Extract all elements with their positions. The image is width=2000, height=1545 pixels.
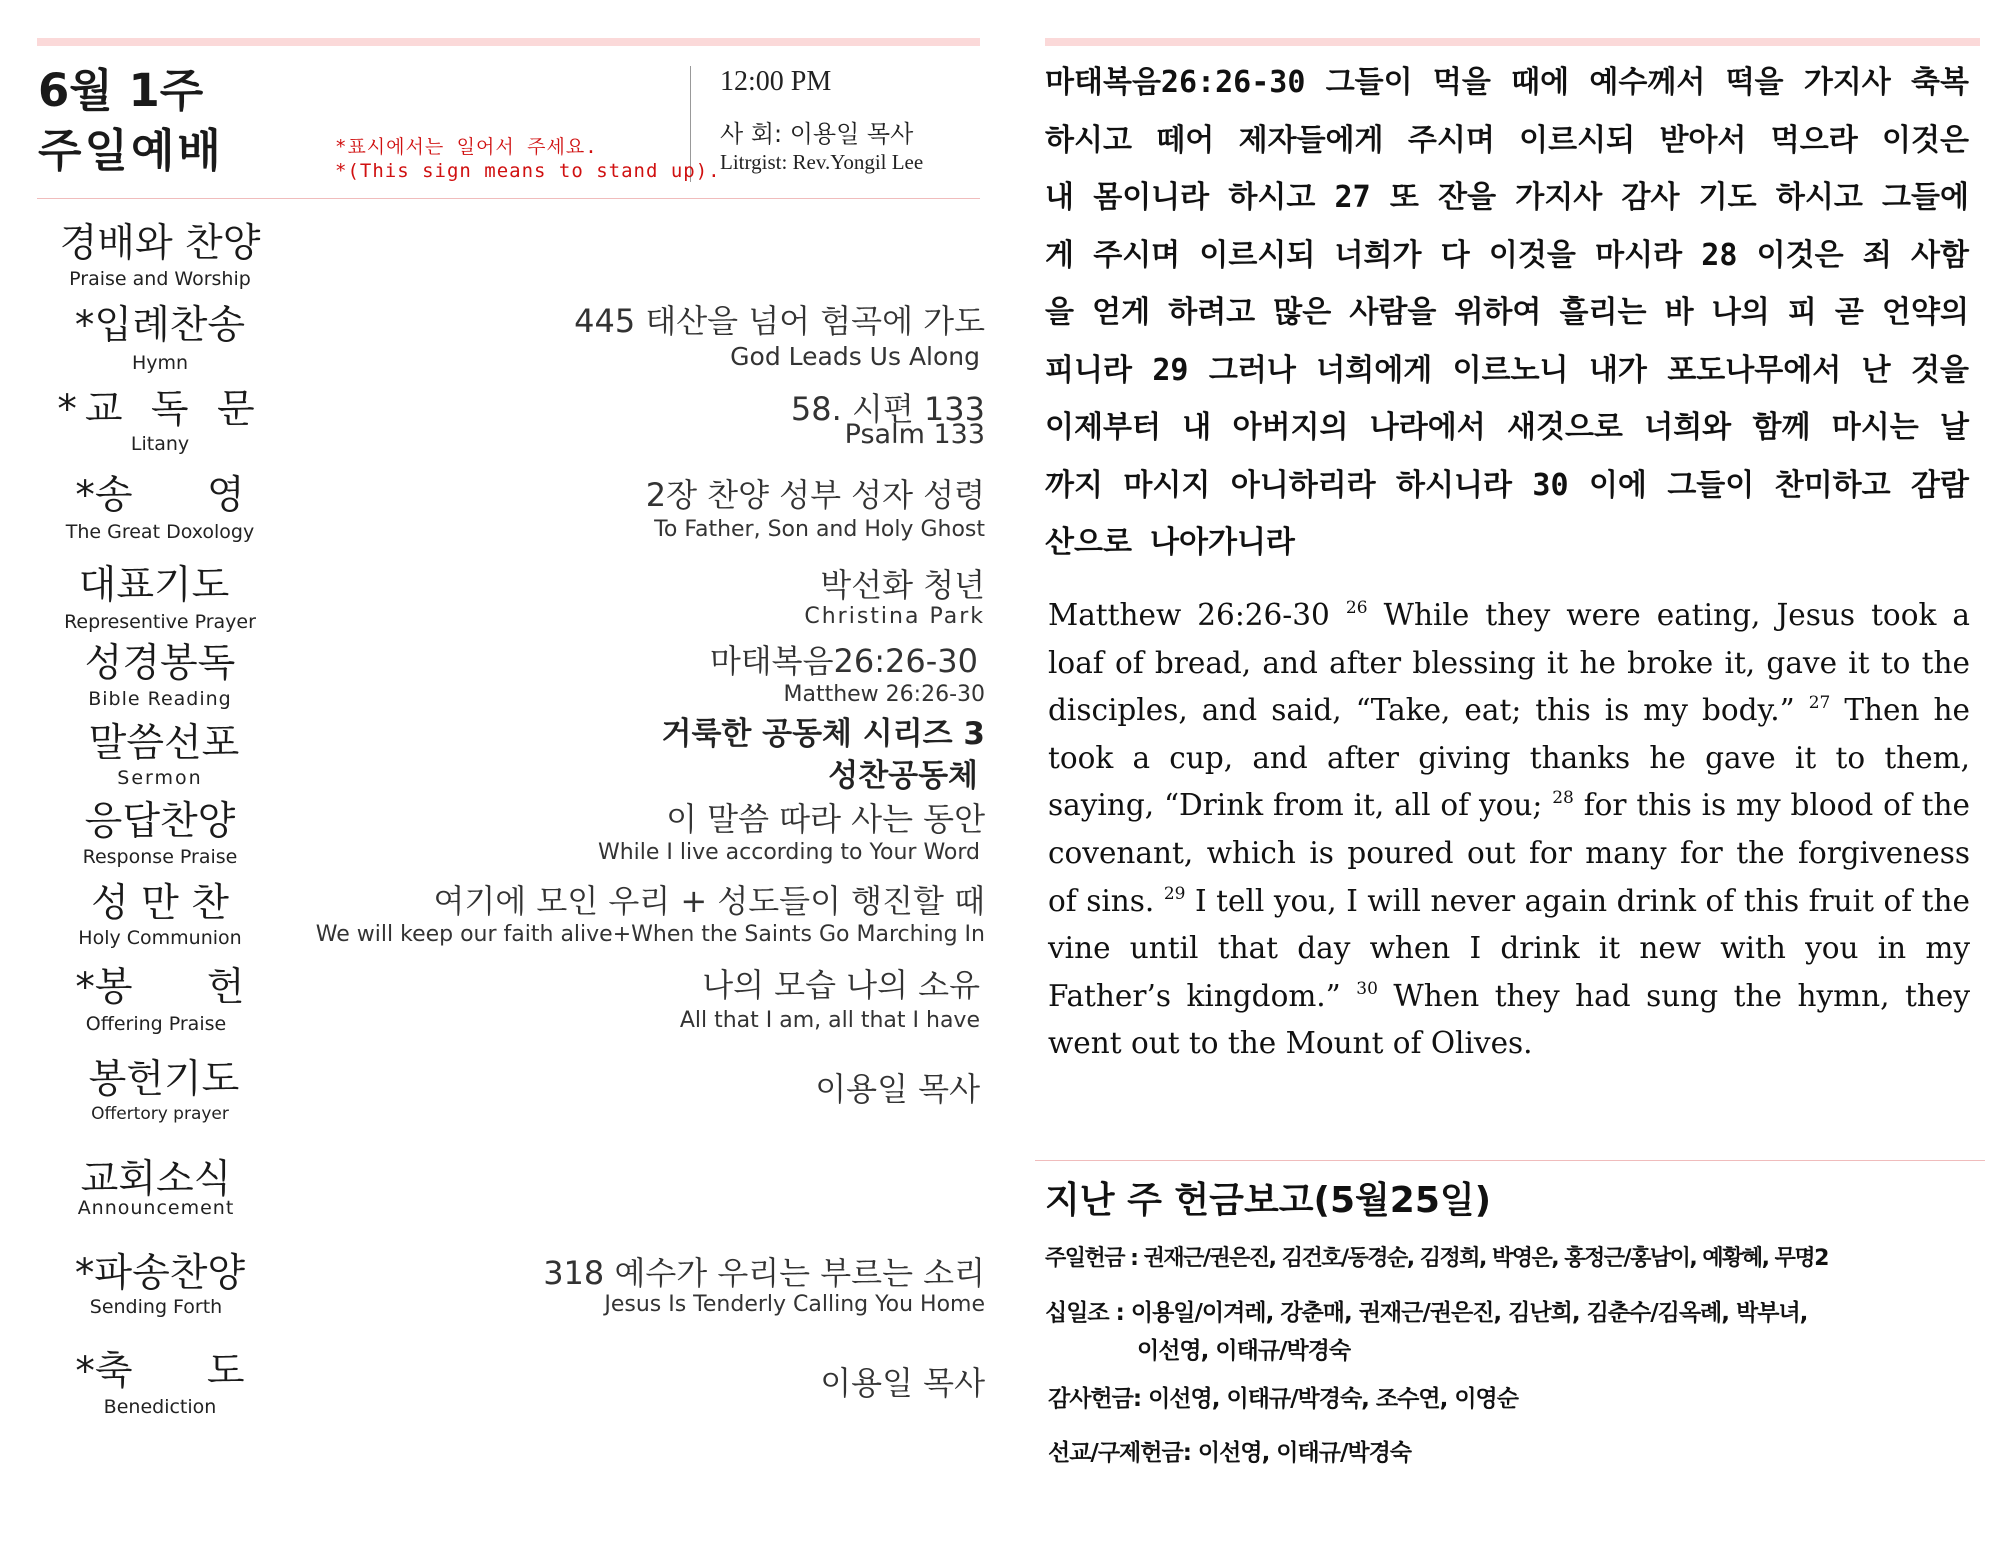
order-item-label-en: Offertory prayer <box>91 1104 229 1124</box>
communion-songs-en: We will keep our faith alive+When the Saints Go Marching In <box>315 922 985 947</box>
verse-text: When they had sung the hymn, they went out to the Mount of Olives. <box>1048 978 1970 1061</box>
order-item-label-en: Hymn <box>131 352 189 374</box>
order-item-label: *교 독 문 <box>57 387 263 432</box>
liturgist: Litrgist: Rev.Yongil Lee <box>720 150 924 174</box>
communion-songs: 여기에 모인 우리 + 성도들이 행진할 때 <box>433 882 985 920</box>
sending-hymn-title-en: Jesus Is Tenderly Calling You Home <box>604 1292 985 1317</box>
doxology-title-en: To Father, Son and Holy Ghost <box>654 517 985 542</box>
service-time: 12:00 PM <box>720 66 832 97</box>
sending-hymn-title: 318 예수가 우리는 부르는 소리 <box>543 1254 985 1292</box>
verse-text: While they were eating, Jesus took a loaf of bread, and after blessing it he broke it, gave it to the disciples, and said, “Take, eat; this is my body.” <box>1048 598 1970 728</box>
scripture-korean: 마태복음26:26-30 그들이 먹을 때에 예수께서 떡을 가지사 축복하시고 떼어 제자들에게 주시며 이르시되 받아서 먹으라 이것은 내 몸이니라 하시고 27 또 잔을 가지사 감사 기도 하시고 그들에게 주시며 이르시되 너희가 다 이것을 마시라 28 이것은 죄 사함을 얻게 하려고 많은 사람을 위하여 흘리는 바 나의 피 곧 언약의 피니라 29 그러나 너희에게 이르노니 내가 포도나무에서 난 것을 이제부터 내 아버지의 나라에서 새것으로 너희와 함께 마시는 날까지 마시지 아니하리라 하시니라 30 이에 그들이 찬미하고 감람 산으로 나아가니라 <box>1045 65 1969 560</box>
prayer-leader-en: Christina Park <box>804 604 985 629</box>
verse-text: I tell you, I will never again drink of this fruit of the vine until that day when I drink it new with you in my Father’s kingdom.” <box>1048 883 1970 1013</box>
offering-praise-title-en: All that I am, all that I have <box>679 1008 980 1033</box>
verse-number: 27 <box>1808 693 1831 714</box>
top-rule-right <box>1045 38 1980 46</box>
response-praise-title: 이 말씀 따라 사는 동안 <box>666 800 985 838</box>
order-item-label-en: Bible Reading <box>88 688 232 710</box>
verse-number: 29 <box>1163 883 1186 904</box>
response-praise-title-en: While I live according to Your Word <box>597 840 980 865</box>
order-item-label: *파송찬양 <box>74 1251 246 1296</box>
service-date: 6월 1주 <box>38 64 204 117</box>
order-item-label: 응답찬양 <box>84 799 236 844</box>
bible-reading-ref-en: Matthew 26:26-30 <box>783 682 985 707</box>
verse-text: Then he took a cup, and after giving thanks he gave it to them, saying, “Drink from it, all of you; <box>1048 693 1970 823</box>
scripture-english <box>1048 592 1970 1068</box>
doxology-title: 2장 찬양 성부 성자 성령 <box>645 476 985 514</box>
sunday-offering: 주일헌금 : 권재근/권은진, 김건호/동경순, 김정희, 박영은, 홍정근/홍남이, 예황혜, 무명2 <box>1045 1246 1828 1271</box>
order-item-label-en: Sending Forth <box>89 1296 223 1318</box>
order-item-label-en: Sermon <box>117 767 203 789</box>
verse-number: 30 <box>1356 978 1378 999</box>
order-item-label: *축 도 <box>75 1349 245 1394</box>
mission-offering: 선교/구제헌금: 이선영, 이태규/박경숙 <box>1048 1440 1412 1466</box>
verse-number: 28 <box>1552 788 1574 809</box>
stand-note-english: *(This sign means to stand up). <box>335 160 721 182</box>
order-item-label-en: Announcement <box>77 1197 235 1219</box>
benediction-leader: 이용일 목사 <box>820 1364 985 1402</box>
order-item-label: 대표기도 <box>78 563 230 608</box>
sermon-series: 거룩한 공동체 시리즈 3 <box>661 716 985 752</box>
tithe-offering: 십일조 : 이용일/이겨레, 강춘매, 권재근/권은진, 김난희, 김춘수/김옥례, 박부녀, <box>1045 1300 1808 1326</box>
order-item-label: 성 만 찬 <box>91 881 229 926</box>
order-item-label: *봉 헌 <box>75 965 245 1010</box>
order-item-label-en: Litany <box>130 433 190 455</box>
offertory-prayer-leader: 이용일 목사 <box>815 1070 980 1108</box>
order-item-label-en: Benediction <box>103 1396 217 1418</box>
report-divider <box>1035 1160 1985 1161</box>
presider: 사 회: 이용일 목사 <box>720 120 914 148</box>
order-item-label: 말씀선포 <box>88 721 240 766</box>
header-divider <box>37 198 980 199</box>
order-item-label: 경배와 찬양 <box>59 221 261 266</box>
hymn-title-en: God Leads Us Along <box>730 342 980 371</box>
verse-text: for this is my blood of the covenant, which is poured out for many for the forgiveness of sins. <box>1048 788 1970 918</box>
hymn-title: 445 태산을 넘어 험곡에 가도 <box>574 302 985 340</box>
offering-praise-title: 나의 모습 나의 소유 <box>702 966 980 1004</box>
top-rule-left <box>37 38 980 46</box>
order-item-label-en: The Great Doxology <box>65 521 255 543</box>
order-item-label-en: Praise and Worship <box>69 268 251 290</box>
litany-title-en: Psalm 133 <box>844 419 985 450</box>
stand-note-korean: *표시에서는 일어서 주세요. <box>335 136 598 158</box>
order-item-label-en: Response Praise <box>82 846 238 868</box>
litany-title: 58. 시편 133 <box>790 390 985 428</box>
tithe-offering-continued: 이선영, 이태규/박경숙 <box>1137 1338 1351 1364</box>
order-item-label: 봉헌기도 <box>88 1057 240 1102</box>
bible-reading-ref: 마태복음26:26-30 <box>709 642 978 680</box>
order-item-label-en: Offering Praise <box>85 1013 227 1035</box>
order-item-label: 교회소식 <box>80 1157 232 1202</box>
sermon-title: 성찬공동체 <box>828 758 978 794</box>
prayer-leader: 박선화 청년 <box>820 566 985 604</box>
offering-report-title: 지난 주 헌금보고(5월25일) <box>1045 1180 1492 1221</box>
thanks-offering: 감사헌금: 이선영, 이태규/박경숙, 조수연, 이영순 <box>1048 1386 1518 1412</box>
order-item-label: *입례찬송 <box>74 303 246 348</box>
order-item-label-en: Holy Communion <box>78 927 242 949</box>
order-item-label-en: Representive Prayer <box>64 611 256 633</box>
order-item-label: *송 영 <box>75 473 245 518</box>
order-item-label: 성경봉독 <box>84 641 236 686</box>
verse-number: 26 <box>1345 598 1368 618</box>
scripture-english-ref: Matthew 26:26-30 <box>1048 598 1330 632</box>
service-title: 주일예배 <box>38 124 224 177</box>
